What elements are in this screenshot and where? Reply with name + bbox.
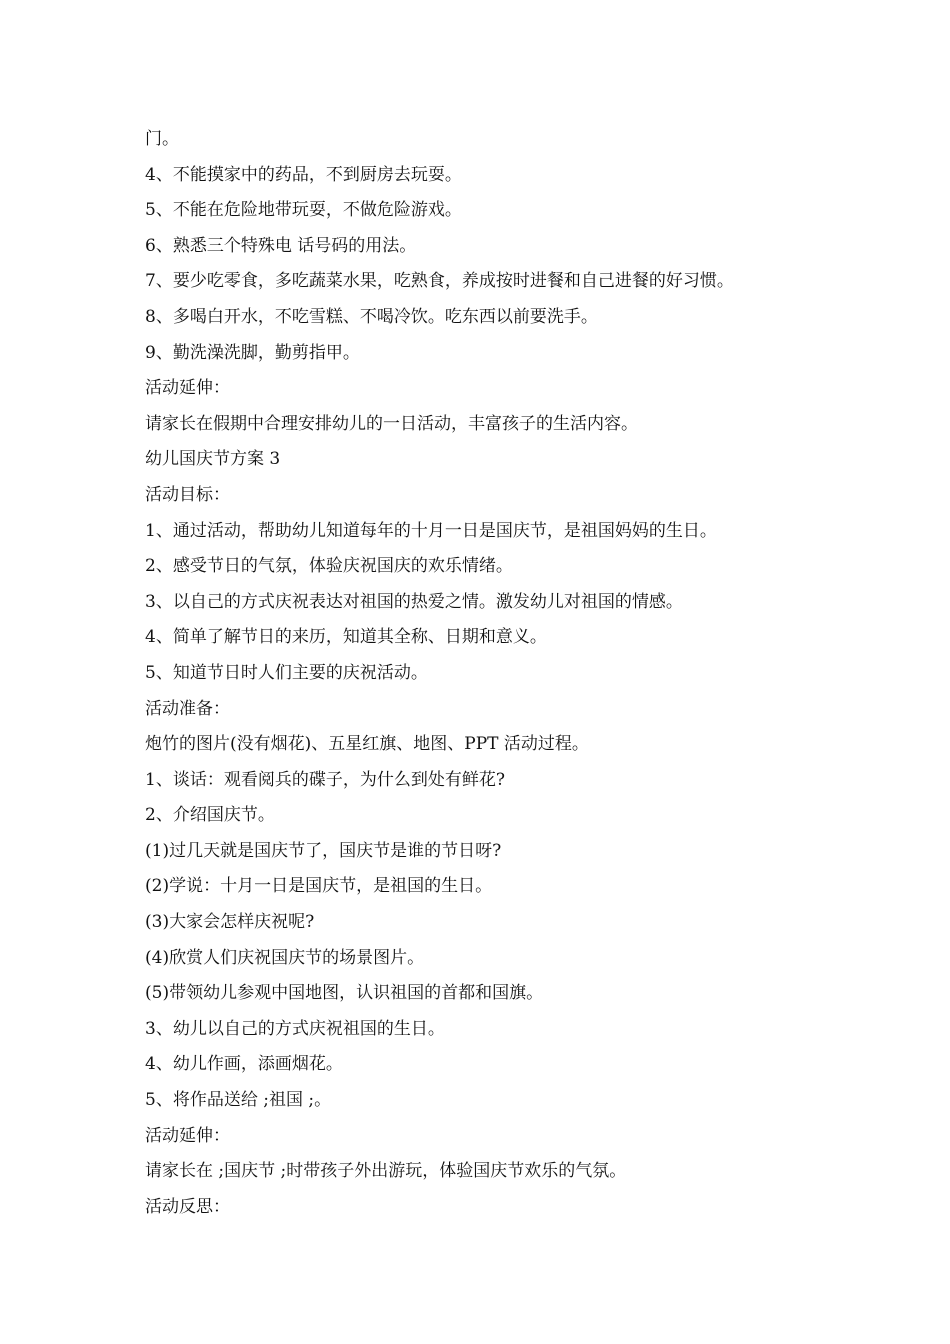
sub-list-item: (4)欣赏人们庆祝国庆节的场景图片。 <box>145 947 425 968</box>
list-item: 5、知道节日时人们主要的庆祝活动。 <box>145 662 428 683</box>
paragraph: 请家长在假期中合理安排幼儿的一日活动，丰富孩子的生活内容。 <box>145 413 638 434</box>
list-item: 7、要少吃零食，多吃蔬菜水果，吃熟食，养成按时进餐和自己进餐的好习惯。 <box>145 271 734 292</box>
sub-list-item: (1)过几天就是国庆节了，国庆节是谁的节日呀? <box>145 840 502 861</box>
list-item: 4、幼儿作画，添画烟花。 <box>145 1054 343 1075</box>
section-heading: 活动准备： <box>145 698 230 719</box>
section-heading: 活动延伸： <box>145 378 230 399</box>
list-item: 4、简单了解节日的来历，知道其全称、日期和意义。 <box>145 627 547 648</box>
section-heading: 活动反思： <box>145 1196 230 1217</box>
list-item: 6、熟悉三个特殊电 话号码的用法。 <box>145 235 417 256</box>
list-item: 3、以自己的方式庆祝表达对祖国的热爱之情。激发幼儿对祖国的情感。 <box>145 591 683 612</box>
list-item: 4、不能摸家中的药品，不到厨房去玩耍。 <box>145 164 462 185</box>
section-heading: 活动目标： <box>145 484 230 505</box>
list-item: 5、将作品送给 ;祖国 ;。 <box>145 1090 332 1111</box>
paragraph: 请家长在 ;国庆节 ;时带孩子外出游玩，体验国庆节欢乐的气氛。 <box>145 1161 627 1182</box>
paragraph: 炮竹的图片(没有烟花)、五星红旗、地图、PPT 活动过程。 <box>145 734 589 755</box>
list-item: 5、不能在危险地带玩耍，不做危险游戏。 <box>145 200 462 221</box>
list-item: 3、幼儿以自己的方式庆祝祖国的生日。 <box>145 1018 445 1039</box>
list-item: 1、谈话：观看阅兵的碟子，为什么到处有鲜花? <box>145 769 505 790</box>
document-body <box>145 122 825 1225</box>
sub-list-item: (3)大家会怎样庆祝呢? <box>145 912 315 933</box>
list-item: 9、勤洗澡洗脚，勤剪指甲。 <box>145 342 360 363</box>
list-item: 1、通过活动，帮助幼儿知道每年的十月一日是国庆节，是祖国妈妈的生日。 <box>145 520 717 541</box>
document-title: 幼儿国庆节方案 3 <box>145 449 281 470</box>
list-item: 2、感受节日的气氛，体验庆祝国庆的欢乐情绪。 <box>145 556 513 577</box>
text-line: 门。 <box>145 129 179 149</box>
section-heading: 活动延伸： <box>145 1125 230 1146</box>
sub-list-item: (5)带领幼儿参观中国地图，认识祖国的首都和国旗。 <box>145 983 544 1004</box>
list-item: 2、介绍国庆节。 <box>145 805 275 826</box>
list-item: 8、多喝白开水，不吃雪糕、不喝冷饮。吃东西以前要洗手。 <box>145 306 598 327</box>
sub-list-item: (2)学说：十月一日是国庆节，是祖国的生日。 <box>145 876 493 897</box>
